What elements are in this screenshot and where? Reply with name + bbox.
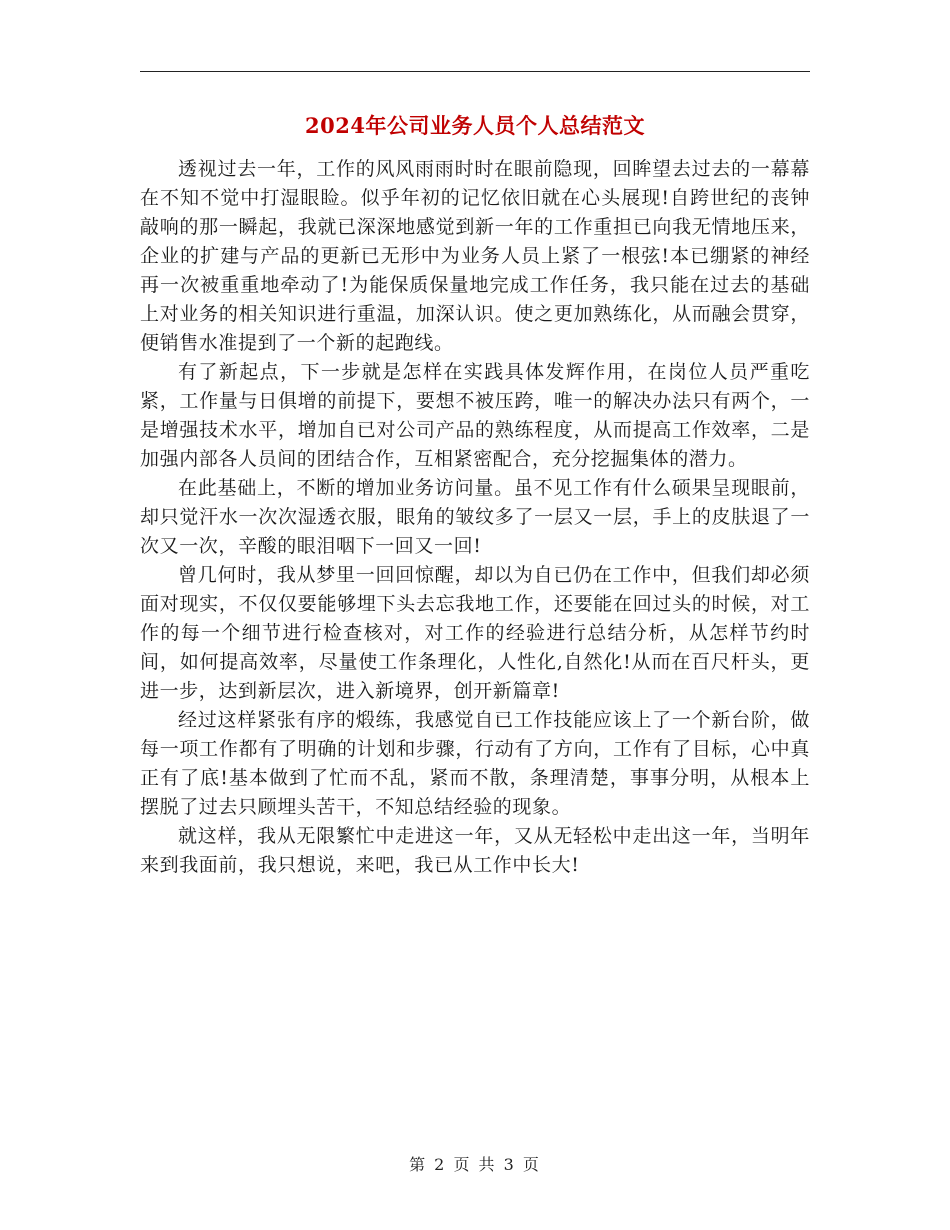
paragraph-2: 有了新起点，下一步就是怎样在实践具体发辉作用，在岗位人员严重吃紧，工作量与日俱增的前提下，要想不被压跨，唯一的解决办法只有两个，一是增强技术水平，增加自已对公司产品的熟练程度，从而提高工作效率，二是加强内部各人员间的团结合作，互相紧密配合，充分挖掘集体的潜力。 — [140, 361, 810, 470]
document-body — [140, 155, 810, 880]
paragraph-6: 就这样，我从无限繁忙中走进这一年，又从无轻松中走出这一年，当明年来到我面前，我只想说，来吧，我已从工作中长大! — [140, 825, 810, 876]
document-title: 2024年公司业务人员个人总结范文 — [305, 113, 645, 138]
header-rule — [140, 71, 810, 72]
paragraph-1: 透视过去一年，工作的风风雨雨时时在眼前隐现，回眸望去过去的一幕幕在不知不觉中打湿眼睑。似乎年初的记忆依旧就在心头展现!自跨世纪的丧钟敲响的那一瞬起，我就已深深地感觉到新一年的工作重担已向我无情地压来，企业的扩建与产品的更新已无形中为业务人员上紧了一根弦!本已绷紧的神经再一次被重重地牵动了!为能保质保量地完成工作任务，我只能在过去的基础上对业务的相关知识进行重温，加深认识。使之更加熟练化，从而融会贯穿，便销售水准提到了一个新的起跑线。 — [140, 158, 810, 354]
paragraph-3: 在此基础上，不断的增加业务访问量。虽不见工作有什么硕果呈现眼前，却只觉汗水一次次湿透衣服，眼角的皱纹多了一层又一层，手上的皮肤退了一次又一次，辛酸的眼泪咽下一回又一回! — [140, 477, 810, 557]
paragraph-4: 曾几何时，我从梦里一回回惊醒，却以为自已仍在工作中，但我们却必须面对现实，不仅仅要能够埋下头去忘我地工作，还要能在回过头的时候，对工作的每一个细节进行检查核对，对工作的经验进行总结分析，从怎样节约时间，如何提高效率，尽量使工作条理化，人性化,自然化!从而在百尺杆头，更进一步，达到新层次，进入新境界，创开新篇章! — [140, 564, 810, 702]
paragraph-5: 经过这样紧张有序的煅练，我感觉自已工作技能应该上了一个新台阶，做每一项工作都有了明确的计划和步骤，行动有了方向，工作有了目标，心中真正有了底!基本做到了忙而不乱，紧而不散，条理清楚，事事分明，从根本上摆脱了过去只顾埋头苦干，不知总结经验的现象。 — [140, 709, 810, 818]
page-number-footer: 第 2 页 共 3 页 — [409, 1155, 541, 1174]
